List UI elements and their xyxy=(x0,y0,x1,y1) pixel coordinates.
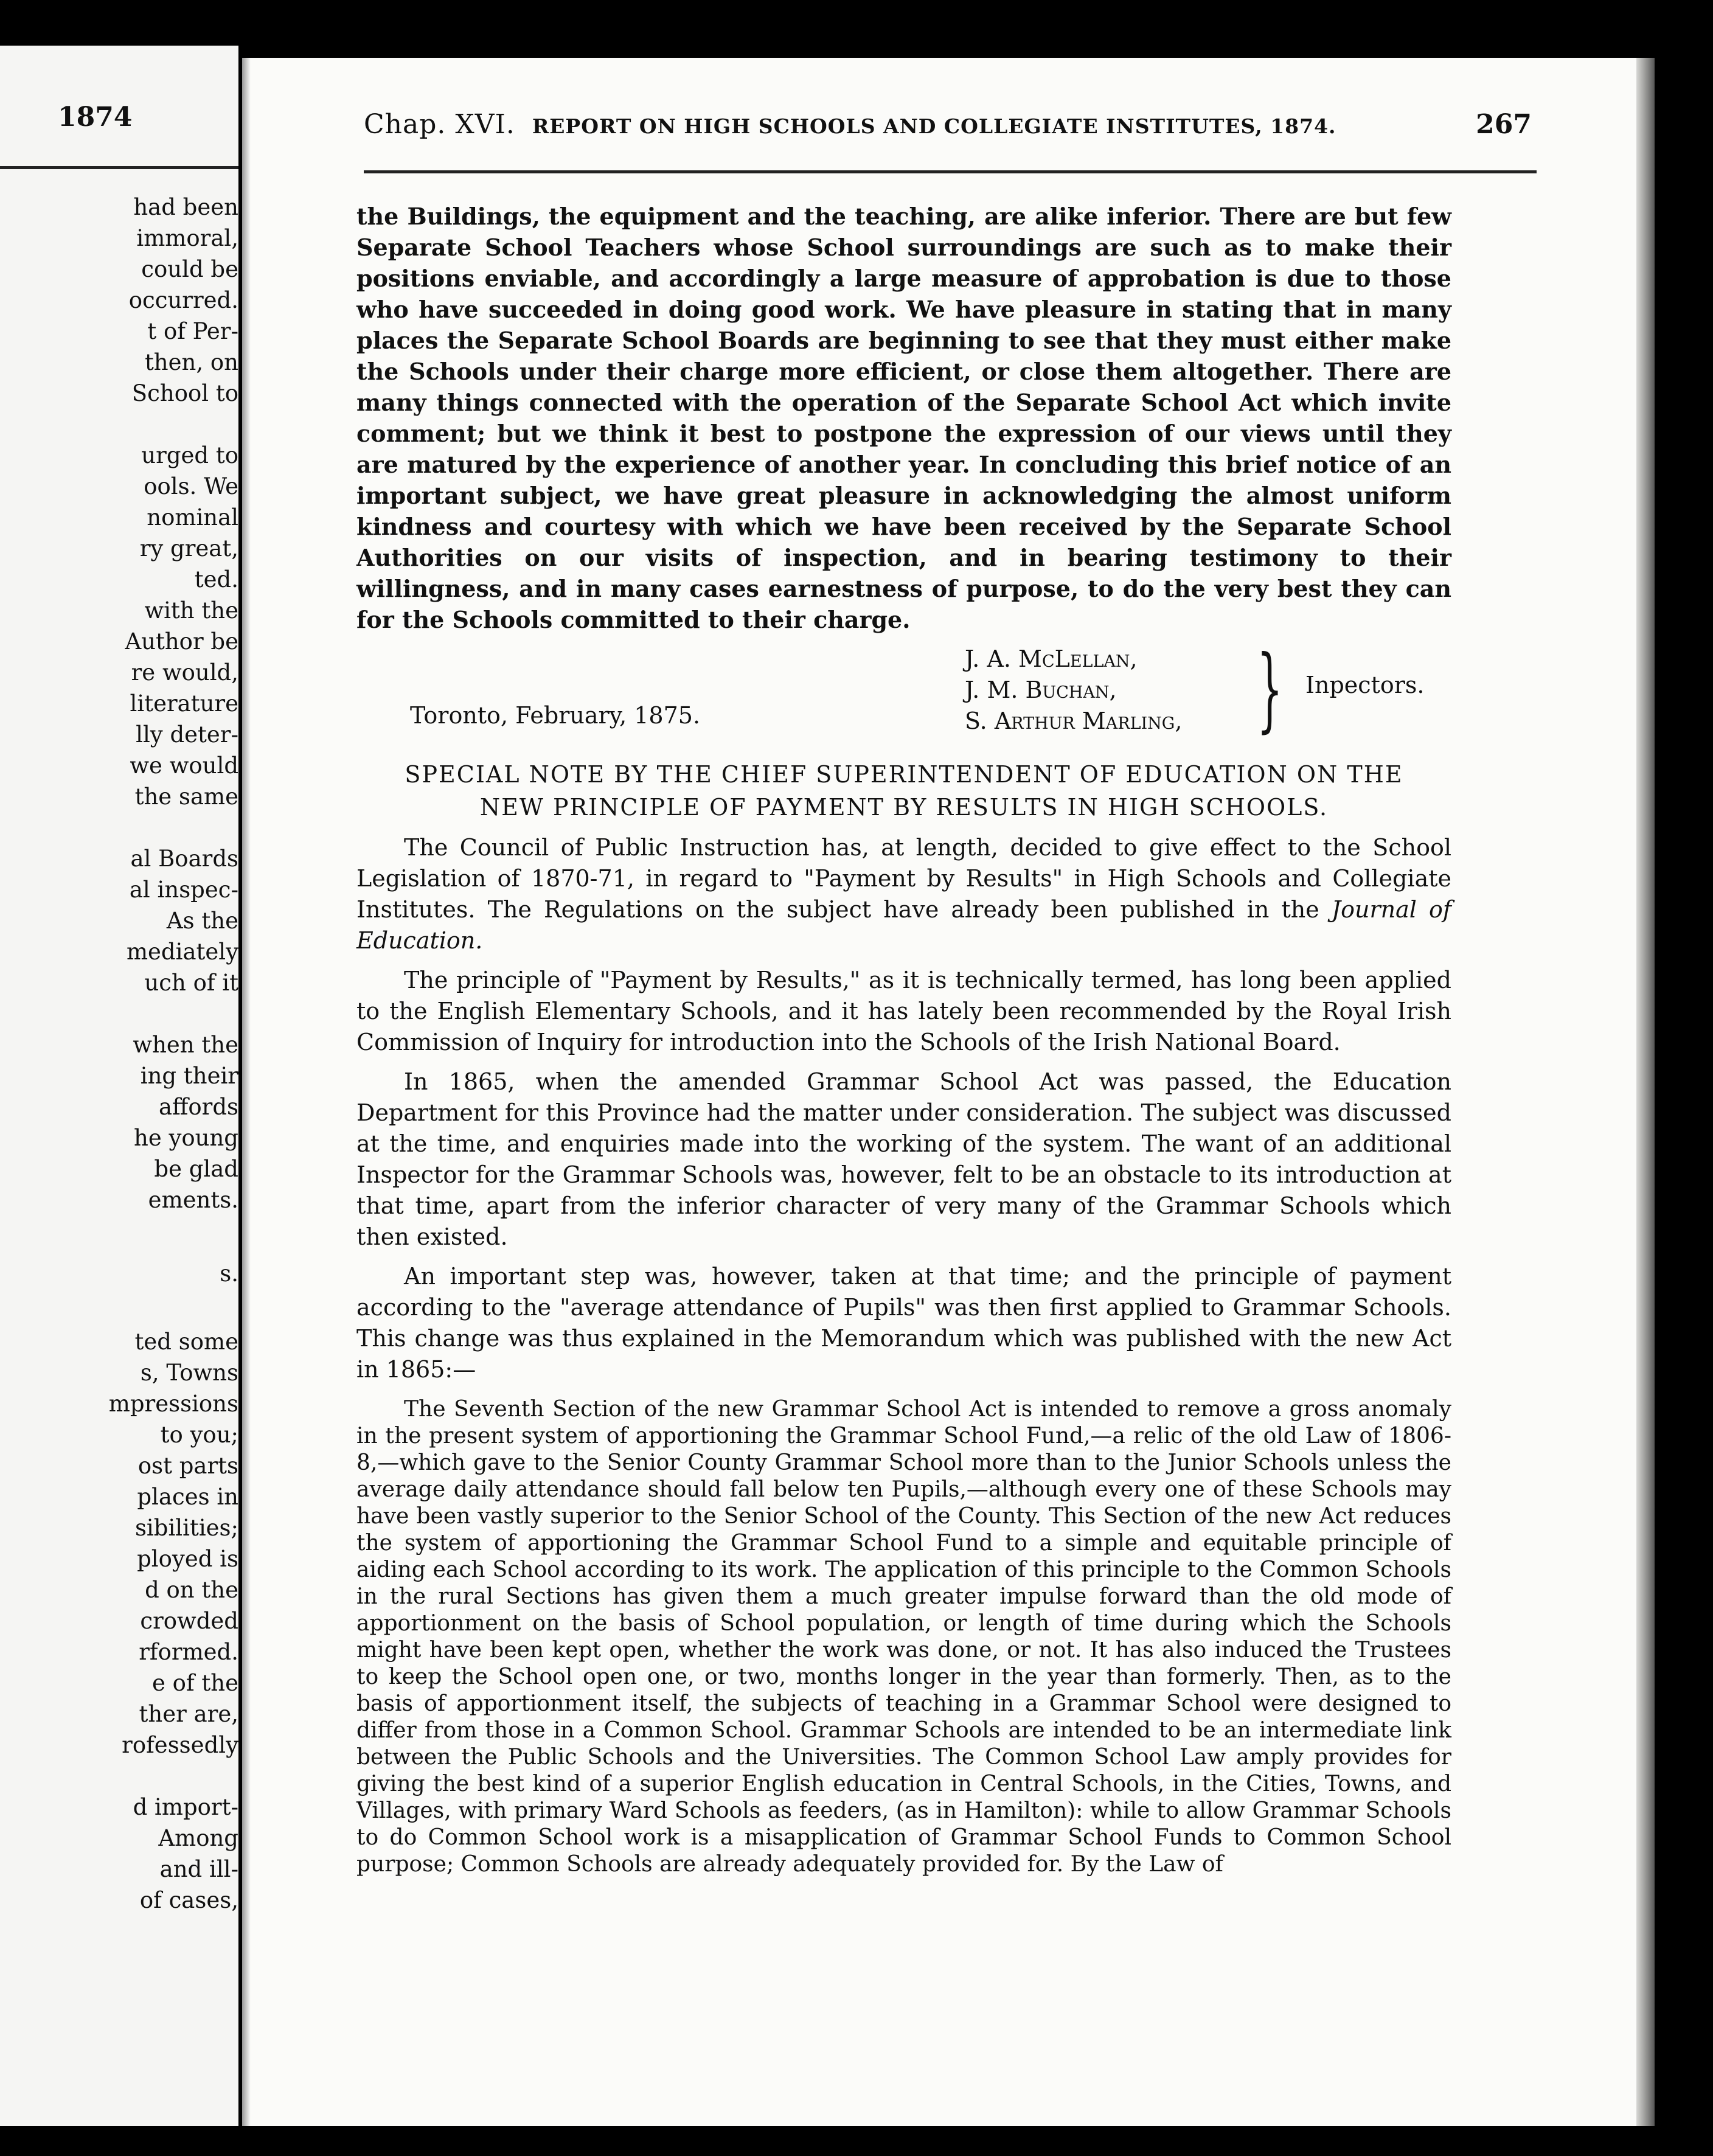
special-note-paragraph: The principle of "Payment by Results," as it is technically termed, has long been applied to the English Elementary Schools, and it has lately been recommended by the Royal Irish Commission of Inquiry for introduction into the Schools of the Irish National Board. xyxy=(356,967,1451,1055)
left-page-fragment: mpressions xyxy=(108,1391,238,1417)
left-page-fragment: the same xyxy=(134,784,238,810)
special-note-paragraph: In 1865, when the amended Grammar School Act was passed, the Education Department for this Province had the matter under consideration. The subject was discussed at the time, and enquiries made into the working of the system. The want of an additional Inspector for the Grammar Schools was, however, felt to be an obstacle to its introduction at that time, apart from the inferior character of very many of the Grammar Schools which then existed. xyxy=(356,1068,1451,1250)
left-page-fragment: uch of it xyxy=(144,970,238,996)
left-page-fragment: ing their xyxy=(140,1063,238,1089)
left-page-fragment: ted some xyxy=(134,1329,238,1355)
left-page-fragment: sibilities; xyxy=(134,1515,238,1541)
left-page-fragment: literature xyxy=(130,690,238,717)
left-page-fragment: be glad xyxy=(154,1156,238,1182)
signature-role: Inpectors. xyxy=(1305,672,1425,698)
left-page-fragment: ost parts xyxy=(137,1453,238,1479)
main-page xyxy=(242,58,1655,2126)
left-page-fragment: e of the xyxy=(152,1670,238,1696)
page-number: 267 xyxy=(1476,109,1532,140)
left-page-fragment: immoral, xyxy=(136,225,238,251)
left-page-fragment: affords xyxy=(159,1094,238,1120)
special-note-paragraph xyxy=(356,832,1451,956)
left-page-fragment: ther are, xyxy=(139,1701,238,1727)
left-page-fragment: places in xyxy=(137,1484,238,1510)
signature-block xyxy=(356,636,1451,742)
opening-paragraph: the Buildings, the equipment and the teaching, are alike inferior. There are but few Separate School Teachers whose School surroundings are such as to make their positions enviable, and accordingly a large measure of approbation is due to those who have succeeded in doing good work. We have pleasure in stating that in many places the Separate School Boards are beginning to see that they must either make the Schools under their charge more efficient, or close them altogether. There are many things connected with the operation of the Separate School Act which invite comment; but we think it best to postpone the expression of our views until they are matured by the experience of another year. In concluding this brief notice of an important subject, we have great pleasure in acknowledging the almost uniform kindness and courtesy with which we have been received by the Separate School Authorities on our visits of inspection, and in bearing testimony to their willingness, and in many cases earnestness of purpose, to do the very best they can for the Schools committed to their charge. xyxy=(356,203,1451,633)
left-page-fragment: when the xyxy=(133,1032,238,1058)
left-page-fragment: occurred. xyxy=(128,287,238,313)
left-page-fragment: d import- xyxy=(133,1794,238,1820)
left-page-fragment: Among xyxy=(158,1825,238,1851)
signature-name: J. A. McLellan, xyxy=(965,645,1138,672)
left-page-fragment: al inspec- xyxy=(129,877,238,903)
left-page-fragment: he young xyxy=(133,1125,238,1151)
signature-place-date: Toronto, February, 1875. xyxy=(410,702,701,729)
running-head xyxy=(364,109,1532,151)
left-page-fragment: we would xyxy=(130,753,238,779)
header-rule xyxy=(364,170,1537,173)
left-page-fragment: with the xyxy=(144,597,238,624)
left-page-fragment: nominal xyxy=(147,504,238,530)
page-edge xyxy=(1636,58,1655,2126)
special-note-heading-line: NEW PRINCIPLE OF PAYMENT BY RESULTS IN HIGH SCHOOLS. xyxy=(479,794,1329,821)
signature-name: J. M. Buchan, xyxy=(965,676,1117,703)
left-page-fragment: ployed is xyxy=(137,1546,238,1572)
left-page-fragment: could be xyxy=(141,256,238,282)
left-page-fragment: mediately xyxy=(126,939,238,965)
left-page-fragment: ry great, xyxy=(139,535,238,562)
left-page-fragment: to you; xyxy=(160,1422,238,1448)
left-page-fragment: rformed. xyxy=(139,1639,238,1665)
left-page-fragment: al Boards xyxy=(130,846,238,872)
special-note-heading-line: SPECIAL NOTE BY THE CHIEF SUPERINTENDENT OF EDUCATION ON THE xyxy=(405,761,1403,788)
page-content xyxy=(356,201,1451,1878)
special-note-paragraph: An important step was, however, taken at that time; and the principle of payment according to the "average attendance of Pupils" was then first applied to Grammar Schools. This change was thus explained in the Memorandum which was published with the new Act in 1865:— xyxy=(356,1263,1451,1383)
header-title: REPORT ON HIGH SCHOOLS AND COLLEGIATE INSTITUTES, 1874. xyxy=(532,114,1336,138)
left-page-fragment: School to xyxy=(131,380,238,406)
paragraph-text: The Council of Public Instruction has, at length, decided to give effect to the School Legislation of 1870-71, in regard to "Payment by Results" in High Schools and Collegiate Institutes. The Regulations on the subject have already been published in the xyxy=(356,834,1451,923)
special-note-body xyxy=(356,832,1451,1385)
journal-title: Journal of Education. xyxy=(356,896,1451,954)
left-page-fragment: lly deter- xyxy=(136,722,238,748)
left-page-fragment: of cases, xyxy=(139,1887,238,1913)
signature-name: S. Arthur Marling, xyxy=(965,708,1183,734)
left-page-fragment: t of Per- xyxy=(147,318,238,344)
memorandum-paragraph: The Seventh Section of the new Grammar School Act is intended to remove a gross anomaly in the present system of apportioning the Grammar School Fund,—a relic of the old Law of 1806-8,—which gave to the Senior County Grammar School more than to the Junior Schools unless the average daily attendance should fall below ten Pupils,—although every one of these Schools may have been vastly superior to the Senior School of the County. This Section of the new Act reduces the system of apportioning the Grammar School Fund to a simple and equitable principle of aiding each School according to its work. The application of this principle to the Common Schools in the rural Sections has given them a much greater impulse forward than the old mode of apportionment on the basis of School population, or length of time during which the Schools might have been kept open, whether the work was done, or not. It has also induced the Trustees to keep the School open one, or two, months longer in the year than formerly. Then, as to the basis of apportionment itself, the subjects of teaching in a Grammar School were designed to differ from those in a Common School. Grammar Schools are intended to be an intermediate link between the Public Schools and the Universities. The Common School Law amply provides for giving the best kind of a superior English education in Central Schools, in the Cities, Towns, and Villages, with primary Ward Schools as feeders, (as in Hamilton): while to allow Grammar Schools to do Common School work is a misapplication of Grammar School Funds to Common School purpose; Common Schools are already adequately provided for. By the Law of xyxy=(356,1397,1451,1877)
left-page-fragment: then, on xyxy=(144,349,238,375)
left-page-fragment: had been xyxy=(133,194,238,220)
left-page-fragment: re would, xyxy=(131,659,238,686)
signature-names xyxy=(965,644,1182,737)
memorandum-quote xyxy=(356,1396,1451,1878)
left-page-fragment: ements. xyxy=(148,1187,238,1213)
left-page-fragment: ools. We xyxy=(144,473,238,499)
brace-icon: } xyxy=(1257,636,1283,742)
gutter-shadow xyxy=(242,58,251,2126)
left-page-fragment: d on the xyxy=(145,1577,238,1603)
left-page-fragment: As the xyxy=(166,908,238,934)
left-page-fragment: Author be xyxy=(125,628,238,655)
left-page-fragment: rofessedly xyxy=(122,1732,238,1758)
left-page-fragment: s, Towns xyxy=(140,1360,238,1386)
left-page-fragment: and ill- xyxy=(159,1856,238,1882)
left-facing-page xyxy=(0,46,238,2126)
special-note-heading xyxy=(356,758,1451,824)
left-page-fragment: ted. xyxy=(194,566,238,593)
chapter-label: Chap. XVI. xyxy=(364,109,515,140)
left-page-fragment: urged to xyxy=(141,442,238,468)
left-page-fragment: crowded xyxy=(140,1608,238,1634)
left-page-fragment: s. xyxy=(220,1261,238,1287)
left-page-number: 1874 xyxy=(58,102,133,133)
left-header-rule xyxy=(0,166,238,169)
